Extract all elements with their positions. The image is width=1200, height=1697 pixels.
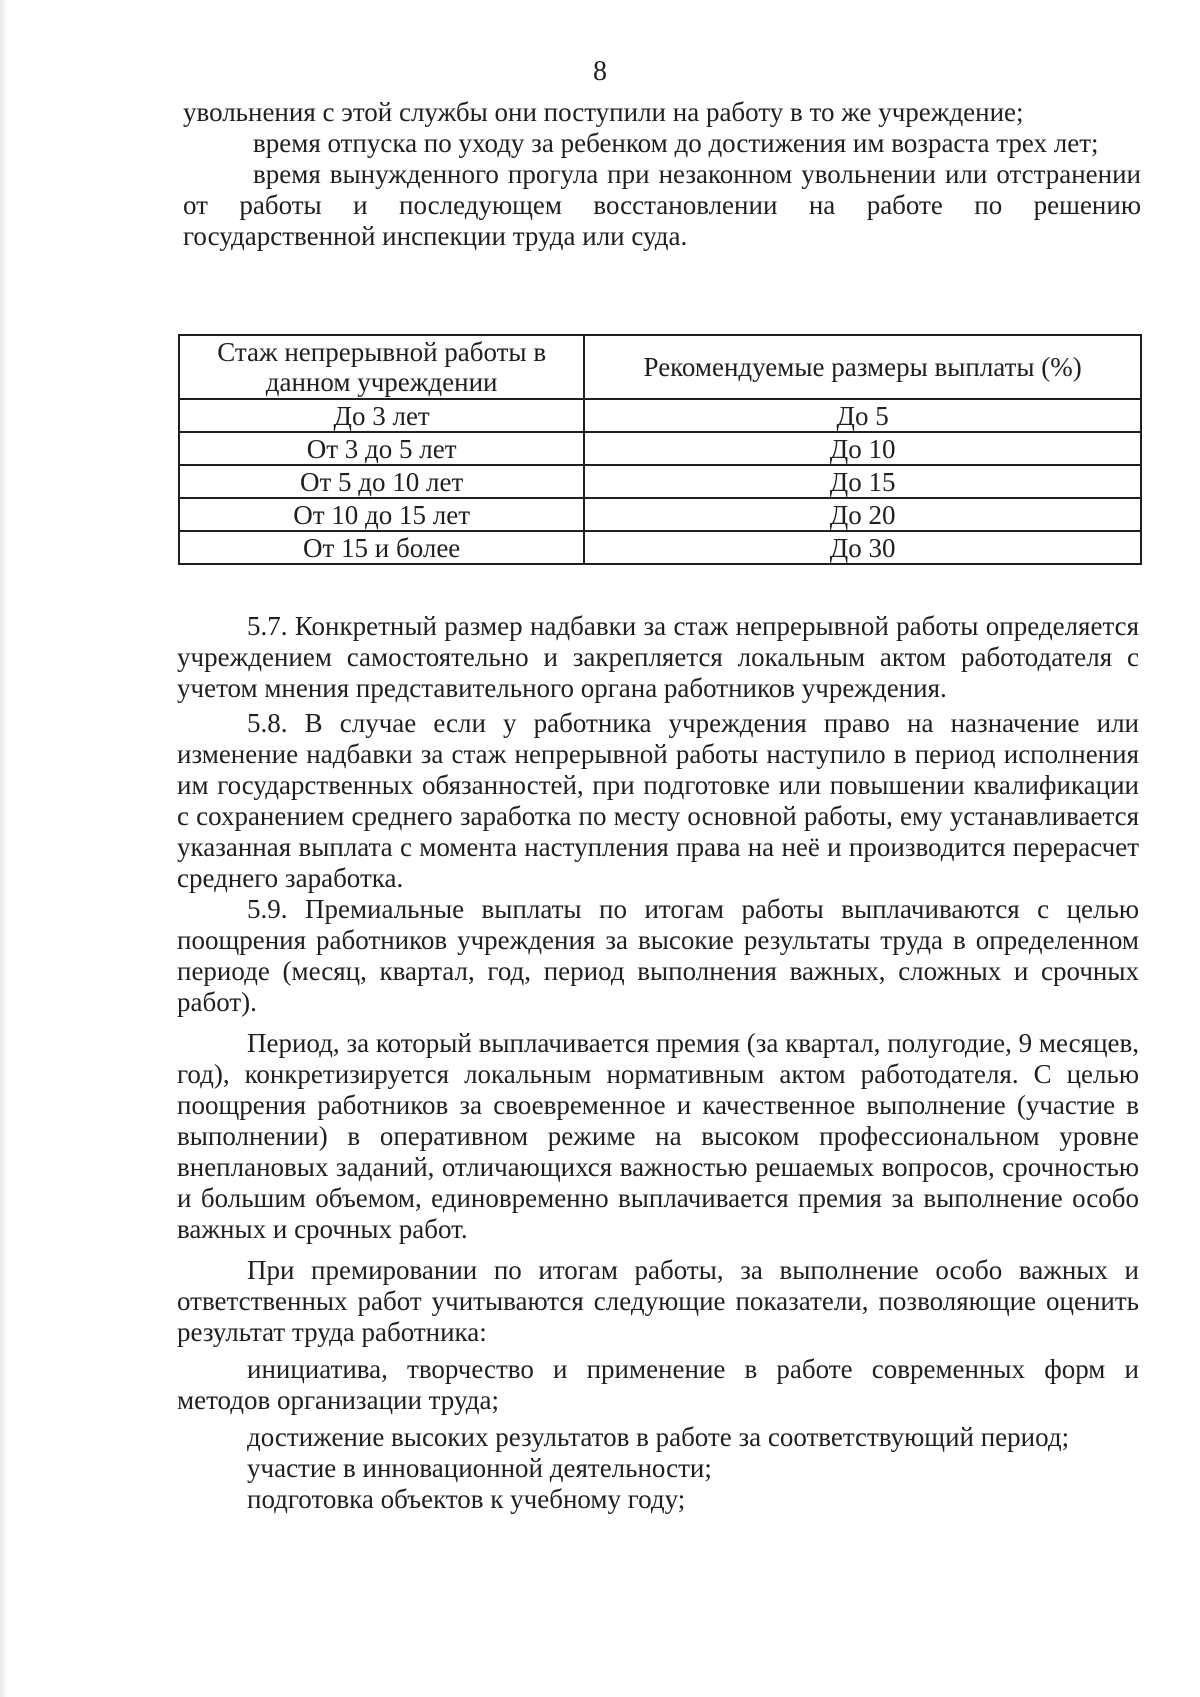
list-item-results: достижение высоких результатов в работе за соответствующий период; — [247, 1422, 1070, 1452]
intro-block — [183, 97, 1141, 252]
table-header-row — [179, 335, 1141, 399]
table-cell-period: От 5 до 10 лет — [179, 465, 584, 498]
paragraph-5-7: 5.7. Конкретный размер надбавки за стаж непрерывной работы определяется учреждением самостоятельно и закрепляется локальным актом работодателя с учетом мнения представительного органа работников учреждения. — [177, 611, 1139, 703]
paragraph-bonus-period: Период, за который выплачивается премия (за квартал, полугодие, 9 месяцев, год), конкретизируется локальным нормативным актом работодателя. С целью поощрения работников за своевременное и качественное выполнение (участие в выполнении) в оперативном режиме на высоком профессиональном уровне внеплановых заданий, отличающихся важностью решаемых вопросов, срочностью и большим объемом, единовременно выплачивается премия за выполнение особо важных и срочных работ. — [177, 1028, 1139, 1244]
table-row — [179, 531, 1141, 564]
table-cell-amount: До 15 — [584, 465, 1141, 498]
table-cell-period: До 3 лет — [179, 399, 584, 432]
table-cell-amount: До 20 — [584, 498, 1141, 531]
intro-item-childcare: время отпуска по уходу за ребенком до достижения им возраста трех лет; — [253, 128, 1099, 158]
table-header-payment: Рекомендуемые размеры выплаты (%) — [584, 335, 1141, 399]
seniority-payment-table — [178, 334, 1142, 565]
list-item-innovation: участие в инновационной деятельности; — [247, 1453, 712, 1483]
table-row — [179, 465, 1141, 498]
paragraph-5-8: 5.8. В случае если у работника учреждения право на назначение или изменение надбавки за стаж непрерывной работы наступило в период исполнения им государственных обязанностей, при подготовке или повышении квалификации с сохранением среднего заработка по месту основной работы, ему устанавливается указанная выплата с момента наступления права на неё и производится перерасчет среднего заработка. — [177, 708, 1139, 893]
table-row — [179, 498, 1141, 531]
paragraph-bonus-indicators: При премировании по итогам работы, за выполнение особо важных и ответственных работ учитываются следующие показатели, позволяющие оценить результат труда работника: — [177, 1255, 1139, 1347]
list-item-initiative: инициатива, творчество и применение в работе современных форм и методов организации труда; — [177, 1354, 1139, 1415]
table-cell-period: От 10 до 15 лет — [179, 498, 584, 531]
intro-line-1: увольнения с этой службы они поступили на работу в то же учреждение; — [183, 97, 1024, 127]
list-item-preparation: подготовка объектов к учебному году; — [247, 1484, 686, 1514]
paragraph-5-9: 5.9. Премиальные выплаты по итогам работы выплачиваются с целью поощрения работников учреждения за высокие результаты труда в определенном периоде (месяц, квартал, год, период выполнения важных, сложных и срочных работ). — [177, 894, 1139, 1017]
page-number: 8 — [593, 56, 607, 87]
table-cell-amount: До 30 — [584, 531, 1141, 564]
table-header-seniority: Стаж непрерывной работы в данном учреждении — [179, 335, 584, 399]
table-row — [179, 432, 1141, 465]
scan-edge-shadow — [0, 0, 8, 1697]
table-cell-period: От 3 до 5 лет — [179, 432, 584, 465]
intro-item-forced-absence: время вынужденного прогула при незаконном увольнении или отстранении от работы и последующем восстановлении на работе по решению государственной инспекции труда или суда. — [183, 159, 1141, 251]
table-cell-period: От 15 и более — [179, 531, 584, 564]
main-text-block — [177, 611, 1139, 1515]
table-cell-amount: До 10 — [584, 432, 1141, 465]
table-cell-amount: До 5 — [584, 399, 1141, 432]
table-row — [179, 399, 1141, 432]
